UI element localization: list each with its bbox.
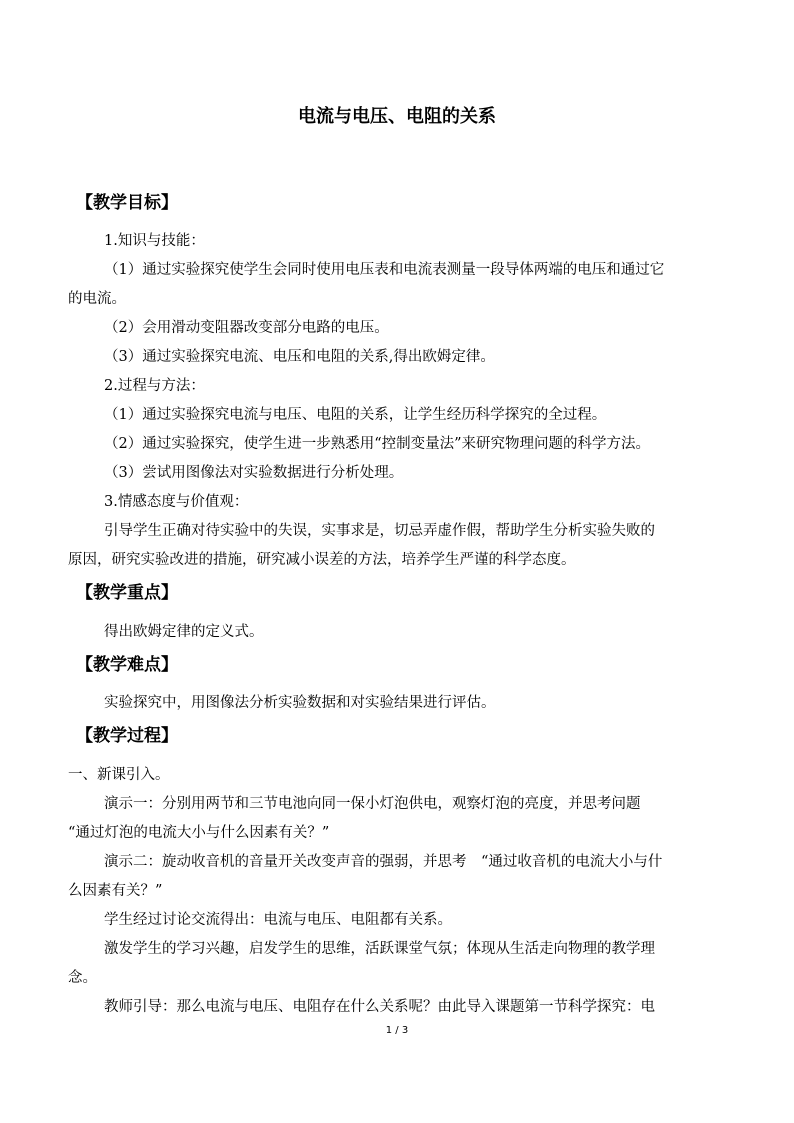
paragraph-line: 得出欧姆定律的定义式。 xyxy=(104,624,264,640)
paragraph-line: 3.情感态度与价值观： xyxy=(104,494,249,510)
paragraph-line: 一、新课引入。 xyxy=(68,767,170,783)
paragraph-line: （3）尝试用图像法对实验数据进行分析处理。 xyxy=(104,465,404,481)
paragraph-line: 么因素有关？” xyxy=(68,883,163,899)
section-heading-objectives: 【教学目标】 xyxy=(76,193,178,213)
paragraph-line: “通过灯泡的电流大小与什么因素有关？” xyxy=(68,825,330,841)
paragraph-line: 1.知识与技能： xyxy=(104,233,205,249)
paragraph-line: 演示一：分别用两节和三节电池向同一保小灯泡供电，观察灯泡的亮度，并思考问题 xyxy=(104,796,641,812)
page-number: 1 / 3 xyxy=(385,1025,409,1036)
paragraph-line: 2.过程与方法： xyxy=(104,378,205,394)
paragraph-line: 念。 xyxy=(68,970,97,986)
paragraph-line: （1）通过实验探究电流与电压、电阻的关系，让学生经历科学探究的全过程。 xyxy=(104,407,607,423)
section-heading-process: 【教学过程】 xyxy=(76,726,178,746)
paragraph-line: 演示二：旋动收音机的音量开关改变声音的强弱，并思考 “通过收音机的电流大小与什 xyxy=(104,854,663,870)
paragraph-line: 学生经过讨论交流得出：电流与电压、电阻都有关系。 xyxy=(104,912,452,928)
page-title: 电流与电压、电阻的关系 xyxy=(298,106,496,127)
paragraph-line: （2）会用滑动变阻器改变部分电路的电压。 xyxy=(104,320,389,336)
paragraph-line: 教师引导：那么电流与电压、电阻存在什么关系呢？由此导入课题第一节科学探究：电 xyxy=(104,999,655,1015)
paragraph-line: 激发学生的学习兴趣，启发学生的思维，活跃课堂气氛；体现从生活走向物理的教学理 xyxy=(104,941,655,957)
paragraph-line: （2）通过实验探究，使学生进一步熟悉用“控制变量法”来研究物理问题的科学方法。 xyxy=(104,436,651,452)
paragraph-line: （3）通过实验探究电流、电压和电阻的关系,得出欧姆定律。 xyxy=(104,349,495,365)
section-heading-key-points: 【教学重点】 xyxy=(76,583,178,603)
paragraph-line: 实验探究中，用图像法分析实验数据和对实验结果进行评估。 xyxy=(104,695,496,711)
paragraph-line: 原因，研究实验改进的措施，研究减小误差的方法，培养学生严谨的科学态度。 xyxy=(68,552,576,568)
paragraph-line: 引导学生正确对待实验中的失误，实事求是，切忌弄虚作假，帮助学生分析实验失败的 xyxy=(104,523,655,539)
paragraph-line: （1）通过实验探究使学生会同时使用电压表和电流表测量一段导体两端的电压和通过它 xyxy=(104,262,665,278)
section-heading-difficulties: 【教学难点】 xyxy=(76,655,178,675)
paragraph-line: 的电流。 xyxy=(68,291,126,307)
